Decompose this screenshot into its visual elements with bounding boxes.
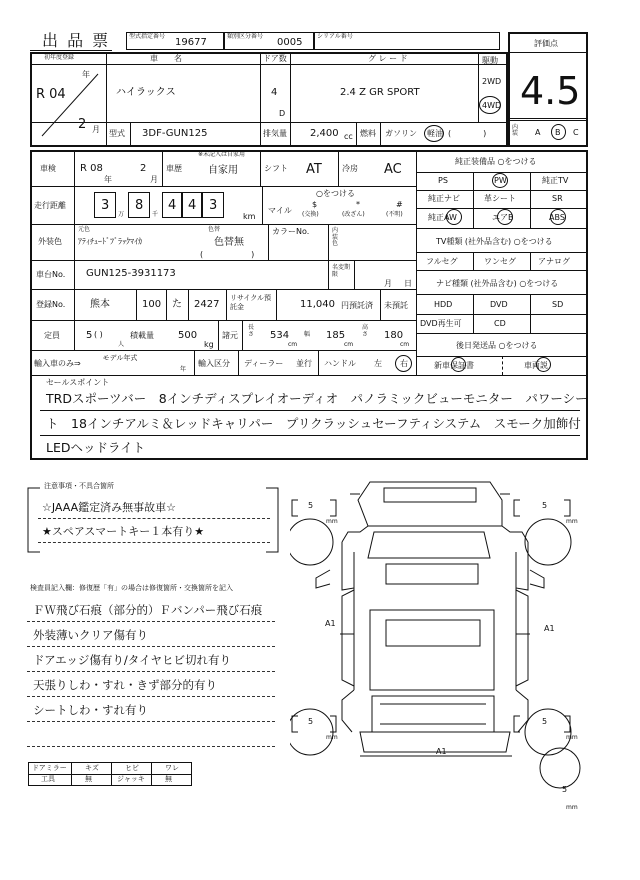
sales-line: TRDスポーツバー 8インチディスプレイオーディオ パノラミックビューモニター パワーシー (46, 391, 588, 406)
usage: 自家用 (208, 165, 238, 176)
interior-a: A (535, 128, 541, 137)
first-reg-year: R 04 (36, 87, 66, 102)
notes-bracket (26, 480, 280, 560)
type-no-box: 型式指定番号 19677 (126, 32, 224, 50)
damage-mark-rear: A1 (436, 747, 447, 756)
equip-airbag: エアB (492, 213, 514, 222)
equip-tv: 純正TV (542, 176, 569, 185)
equip-pw: PW (494, 176, 507, 185)
airbag-circle-mark (497, 209, 513, 225)
equip-navi: 純正ナビ (428, 194, 460, 203)
mileage-digit: 3 (101, 198, 110, 213)
original-color: ｱﾃｨﾁｭｰﾄﾞﾌﾞﾗｯｸﾏｲｶ (78, 237, 142, 246)
abs-circle-mark (550, 209, 566, 225)
score-label: 評価点 (534, 39, 558, 48)
fuel-gas: ガソリン (385, 129, 417, 138)
equip-ps: PS (438, 176, 448, 185)
doors: 4 (271, 87, 278, 98)
inspector-line: 外装薄いクリア傷有り (33, 628, 148, 642)
mileage-digit: 4 (168, 198, 177, 213)
recycle-fee: 11,040 (300, 299, 335, 310)
warranty-circle-mark (451, 357, 466, 372)
equip-leather: 革シート (484, 194, 516, 203)
serial-box: シリアル番号 (314, 32, 500, 50)
inspector-line: ＦＷ飛び石痕（部分的）Ｆバンパー飛び石痕 (33, 603, 263, 617)
first-reg-month: 2 (78, 117, 87, 132)
reg-number: 2427 (194, 299, 220, 310)
reg-area: 熊本 (90, 299, 110, 310)
manual-circle-mark (536, 357, 551, 372)
tire-rr-depth: 5 (542, 717, 548, 726)
shift: AT (306, 162, 322, 177)
color-change: 色替無 (214, 237, 244, 248)
reg-class: 100 (142, 299, 162, 310)
handle-circle-mark (395, 355, 412, 372)
form-title: 出 品 票 (42, 31, 111, 50)
damage-mark-right: A1 (544, 624, 555, 633)
car-name: ハイラックス (116, 87, 176, 98)
mileage-digit: 4 (188, 198, 197, 213)
capacity: 5 (86, 330, 93, 341)
note-line: ☆JAAA鑑定済み無事故車☆ (42, 501, 176, 514)
chassis-number: GUN125-3931173 (86, 268, 176, 279)
damage-mark-left: A1 (325, 619, 336, 628)
class-no: 0005 (277, 37, 303, 48)
spare-tire-depth: 5 (562, 785, 568, 794)
interior-box: 内装 A B C (508, 118, 588, 147)
inspection-year: R 08 (80, 163, 103, 174)
note-line: ★スペアスマートキー１本有り★ (42, 525, 205, 538)
mileage-digit: 8 (135, 198, 144, 213)
drive-2wd: 2WD (482, 77, 502, 86)
height: 180 (384, 330, 404, 341)
inspection-month: 2 (140, 163, 147, 174)
mileage-digit: 3 (209, 198, 218, 213)
equipment-title: 純正装備品 ○をつける (455, 157, 537, 166)
grade: 2.4 Z GR SPORT (340, 87, 420, 98)
reg-kana: た (172, 299, 182, 310)
displacement: 2,400 (310, 128, 339, 139)
fuel-diesel: 軽油 (427, 129, 443, 138)
sales-line: LEDヘッドライト (46, 440, 146, 455)
tire-rl-depth: 5 (308, 717, 314, 726)
ac: AC (384, 162, 402, 177)
load: 500 (178, 330, 198, 341)
length: 534 (270, 330, 290, 341)
fuel-circle-mark (424, 125, 444, 142)
score-value: 4.5 (520, 69, 581, 113)
interior-b: B (555, 128, 561, 137)
inspector-line: ドアエッジ傷有り/タイヤヒビ切れ有り (33, 653, 231, 667)
equip-abs: ABS (549, 213, 565, 222)
aw-circle-mark (446, 209, 462, 225)
inspector-line: 天張りしわ・すれ・きず部分的有り (33, 678, 217, 692)
sales-line: ト 18インチアルミ＆レッドキャリパー プリクラッシュセーフティシステム スモーク加飾付 (46, 416, 581, 431)
drive-4wd: 4WD (482, 101, 502, 110)
type-no: 19677 (175, 37, 207, 48)
model-code: 3DF-GUN125 (142, 128, 208, 139)
equip-sr: SR (552, 194, 563, 203)
interior-circle-mark (551, 124, 566, 140)
tire-fl-depth: 5 (308, 501, 314, 510)
interior-c: C (573, 128, 579, 137)
diagonal-slash (40, 70, 100, 140)
equip-aw: 純正AW (428, 213, 457, 222)
class-no-box: 類別区分番号 0005 (224, 32, 314, 50)
mirror-table: ドアミラー キズ ヒビ ワレ 工具 無 ジャッキ 無 (28, 762, 192, 786)
pw-circle-mark (492, 173, 508, 188)
drive-circle-mark (479, 96, 501, 114)
tire-fr-depth: 5 (542, 501, 548, 510)
inspector-line: シートしわ・すれ有り (33, 703, 148, 717)
width: 185 (326, 330, 346, 341)
